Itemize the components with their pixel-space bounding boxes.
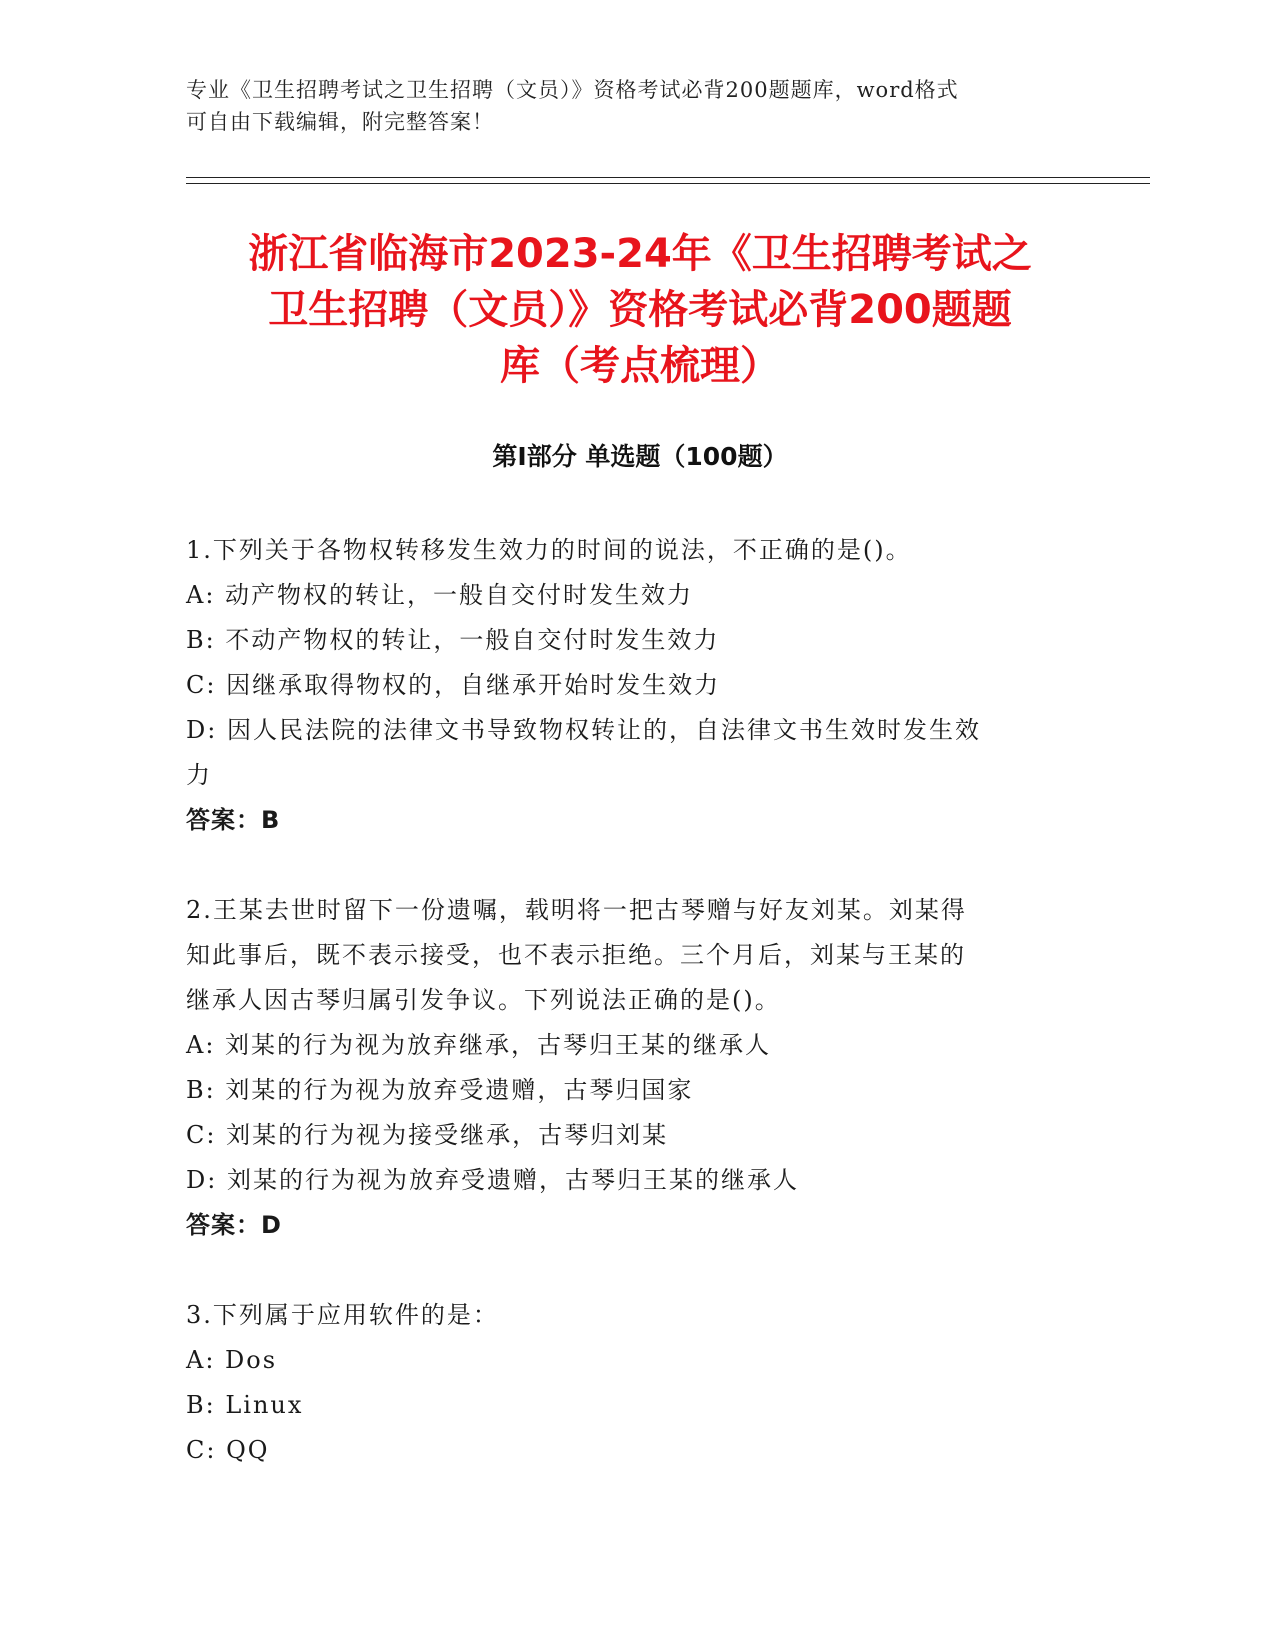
question-block [186,888,1066,1248]
question-stem-line: 继承人因古琴归属引发争议。下列说法正确的是()。 [186,986,781,1014]
question-option-line: C: 刘某的行为视为接受继承，古琴归刘某 [186,1121,669,1149]
header-divider-bottom [186,183,1150,184]
question-block [186,1293,1066,1473]
title-line: 卫生招聘（文员）》资格考试必背200题题 [268,287,1012,333]
question-option-line: D: 刘某的行为视为放弃受遗赠，古琴归王某的继承人 [186,1166,799,1194]
title-line: 库（考点梳理） [500,343,780,389]
question-list [186,528,1066,1473]
question-spacer [186,843,1066,888]
question-option-line: A: Dos [186,1346,278,1374]
question-option-line: C: QQ [186,1436,270,1464]
section-title: 第Ⅰ部分 单选题（100题） [492,442,788,471]
question-stem-line: 2.王某去世时留下一份遗嘱，载明将一把古琴赠与好友刘某。刘某得 [186,896,967,924]
header-note-line: 可自由下载编辑，附完整答案！ [186,110,494,134]
header-note-line: 专业《卫生招聘考试之卫生招聘（文员）》资格考试必背200题题库，word格式 [186,78,959,102]
question-option-line: B: Linux [186,1391,304,1419]
question-answer: 答案：B [186,806,281,834]
question-stem-line: 1.下列关于各物权转移发生效力的时间的说法，不正确的是()。 [186,536,912,564]
question-option-line: A: 动产物权的转让，一般自交付时发生效力 [186,581,694,609]
document-title [150,226,1130,394]
title-line: 浙江省临海市2023-24年《卫生招聘考试之 [248,231,1032,277]
question-option-line: B: 不动产物权的转让，一般自交付时发生效力 [186,626,720,654]
header-divider-top [186,177,1150,178]
question-option-line: D: 因人民法院的法律文书导致物权转让的，自法律文书生效时发生效 [186,716,981,744]
question-option-line: B: 刘某的行为视为放弃受遗赠，古琴归国家 [186,1076,694,1104]
question-option-line: A: 刘某的行为视为放弃继承，古琴归王某的继承人 [186,1031,772,1059]
question-stem-line: 3.下列属于应用软件的是： [186,1301,499,1329]
question-block [186,528,1066,843]
question-option-line: C: 因继承取得物权的，自继承开始时发生效力 [186,671,721,699]
question-option-line: 力 [186,761,212,789]
header-note [186,74,1066,138]
question-answer: 答案：D [186,1211,282,1239]
question-spacer [186,1248,1066,1293]
question-stem-line: 知此事后，既不表示接受，也不表示拒绝。三个月后，刘某与王某的 [186,941,966,969]
